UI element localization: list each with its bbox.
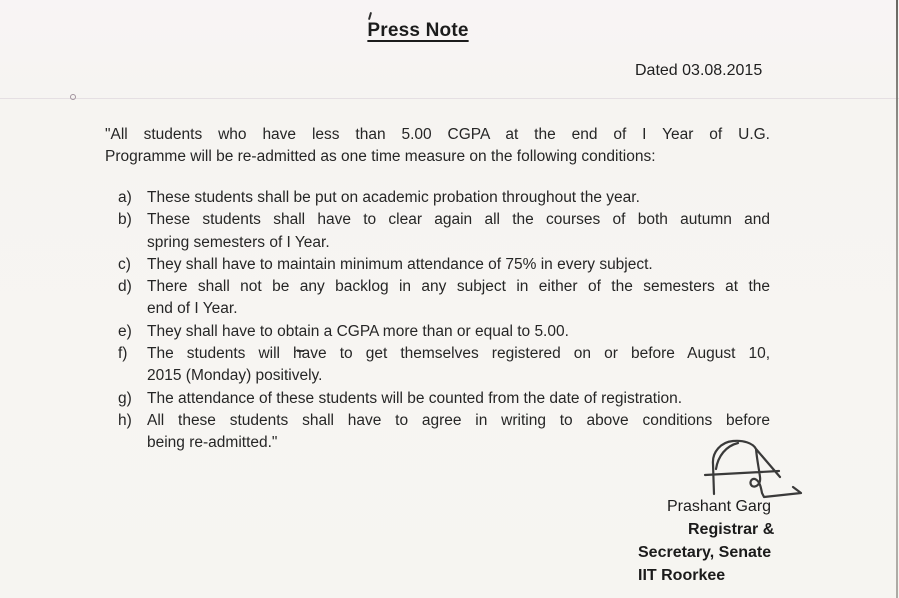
condition-item-g (105, 388, 770, 410)
scan-edge-line (896, 0, 898, 598)
condition-text (147, 209, 770, 254)
condition-label: g) (118, 389, 132, 407)
condition-label: d) (118, 278, 132, 296)
condition-line: spring semesters of I Year. (147, 233, 330, 251)
condition-line: end of I Year. (147, 300, 238, 318)
condition-text (147, 410, 770, 455)
condition-label: f) (118, 345, 128, 363)
condition-line: These students shall have to clear again all the courses of both autumn and (147, 211, 770, 229)
condition-line: The students will have to get themselves registered on or before August 10, (147, 345, 770, 363)
condition-text (147, 254, 770, 276)
signatory-name: Prashant Garg (667, 498, 772, 515)
condition-item-c (105, 254, 770, 276)
signature-scribble (695, 438, 807, 500)
scan-fold-line (0, 98, 899, 99)
page-title: Press Note (367, 20, 469, 41)
scan-speck (70, 94, 76, 100)
condition-item-a (105, 187, 770, 209)
condition-line: They shall have to maintain minimum attendance of 75% in every subject. (147, 255, 653, 273)
intro-paragraph (105, 124, 770, 169)
condition-text (147, 321, 770, 343)
condition-label: a) (118, 189, 132, 206)
signatory-title-registrar: Registrar & (688, 521, 775, 538)
condition-line: They shall have to obtain a CGPA more than or equal to 5.00. (147, 322, 569, 340)
condition-line: The attendance of these students will be counted from the date of registration. (147, 389, 683, 407)
condition-label: b) (118, 211, 132, 229)
condition-label: e) (118, 322, 132, 340)
condition-line: being re-admitted." (147, 434, 278, 452)
page-title-wrap (0, 20, 836, 42)
condition-item-e (105, 321, 770, 343)
signatory-org-iit-roorkee: IIT Roorkee (638, 567, 726, 584)
scan-tick-mark (368, 12, 372, 20)
conditions-list (105, 187, 770, 455)
condition-text (147, 388, 770, 410)
condition-line: 2015 (Monday) positively. (147, 367, 323, 385)
condition-item-d (105, 276, 770, 321)
condition-label: h) (118, 411, 132, 429)
condition-line: These students shall be put on academic probation throughout the year. (147, 189, 640, 206)
condition-text (147, 343, 770, 388)
intro-line: "All students who have less than 5.00 CGPA at the end of I Year of U.G. (105, 126, 770, 143)
intro-line: Programme will be re-admitted as one time measure on the following conditions: (105, 148, 656, 166)
condition-item-b (105, 209, 770, 254)
condition-item-f (105, 343, 770, 388)
condition-text (147, 276, 770, 321)
date-line: Dated 03.08.2015 (635, 62, 763, 79)
condition-text (147, 187, 770, 209)
condition-line: There shall not be any backlog in any subject in either of the semesters at the (147, 278, 770, 296)
condition-line: All these students shall have to agree in writing to above conditions before (147, 411, 770, 429)
condition-item-h (105, 410, 770, 455)
condition-label: c) (118, 255, 131, 273)
signatory-title-secretary-senate: Secretary, Senate (638, 544, 772, 561)
